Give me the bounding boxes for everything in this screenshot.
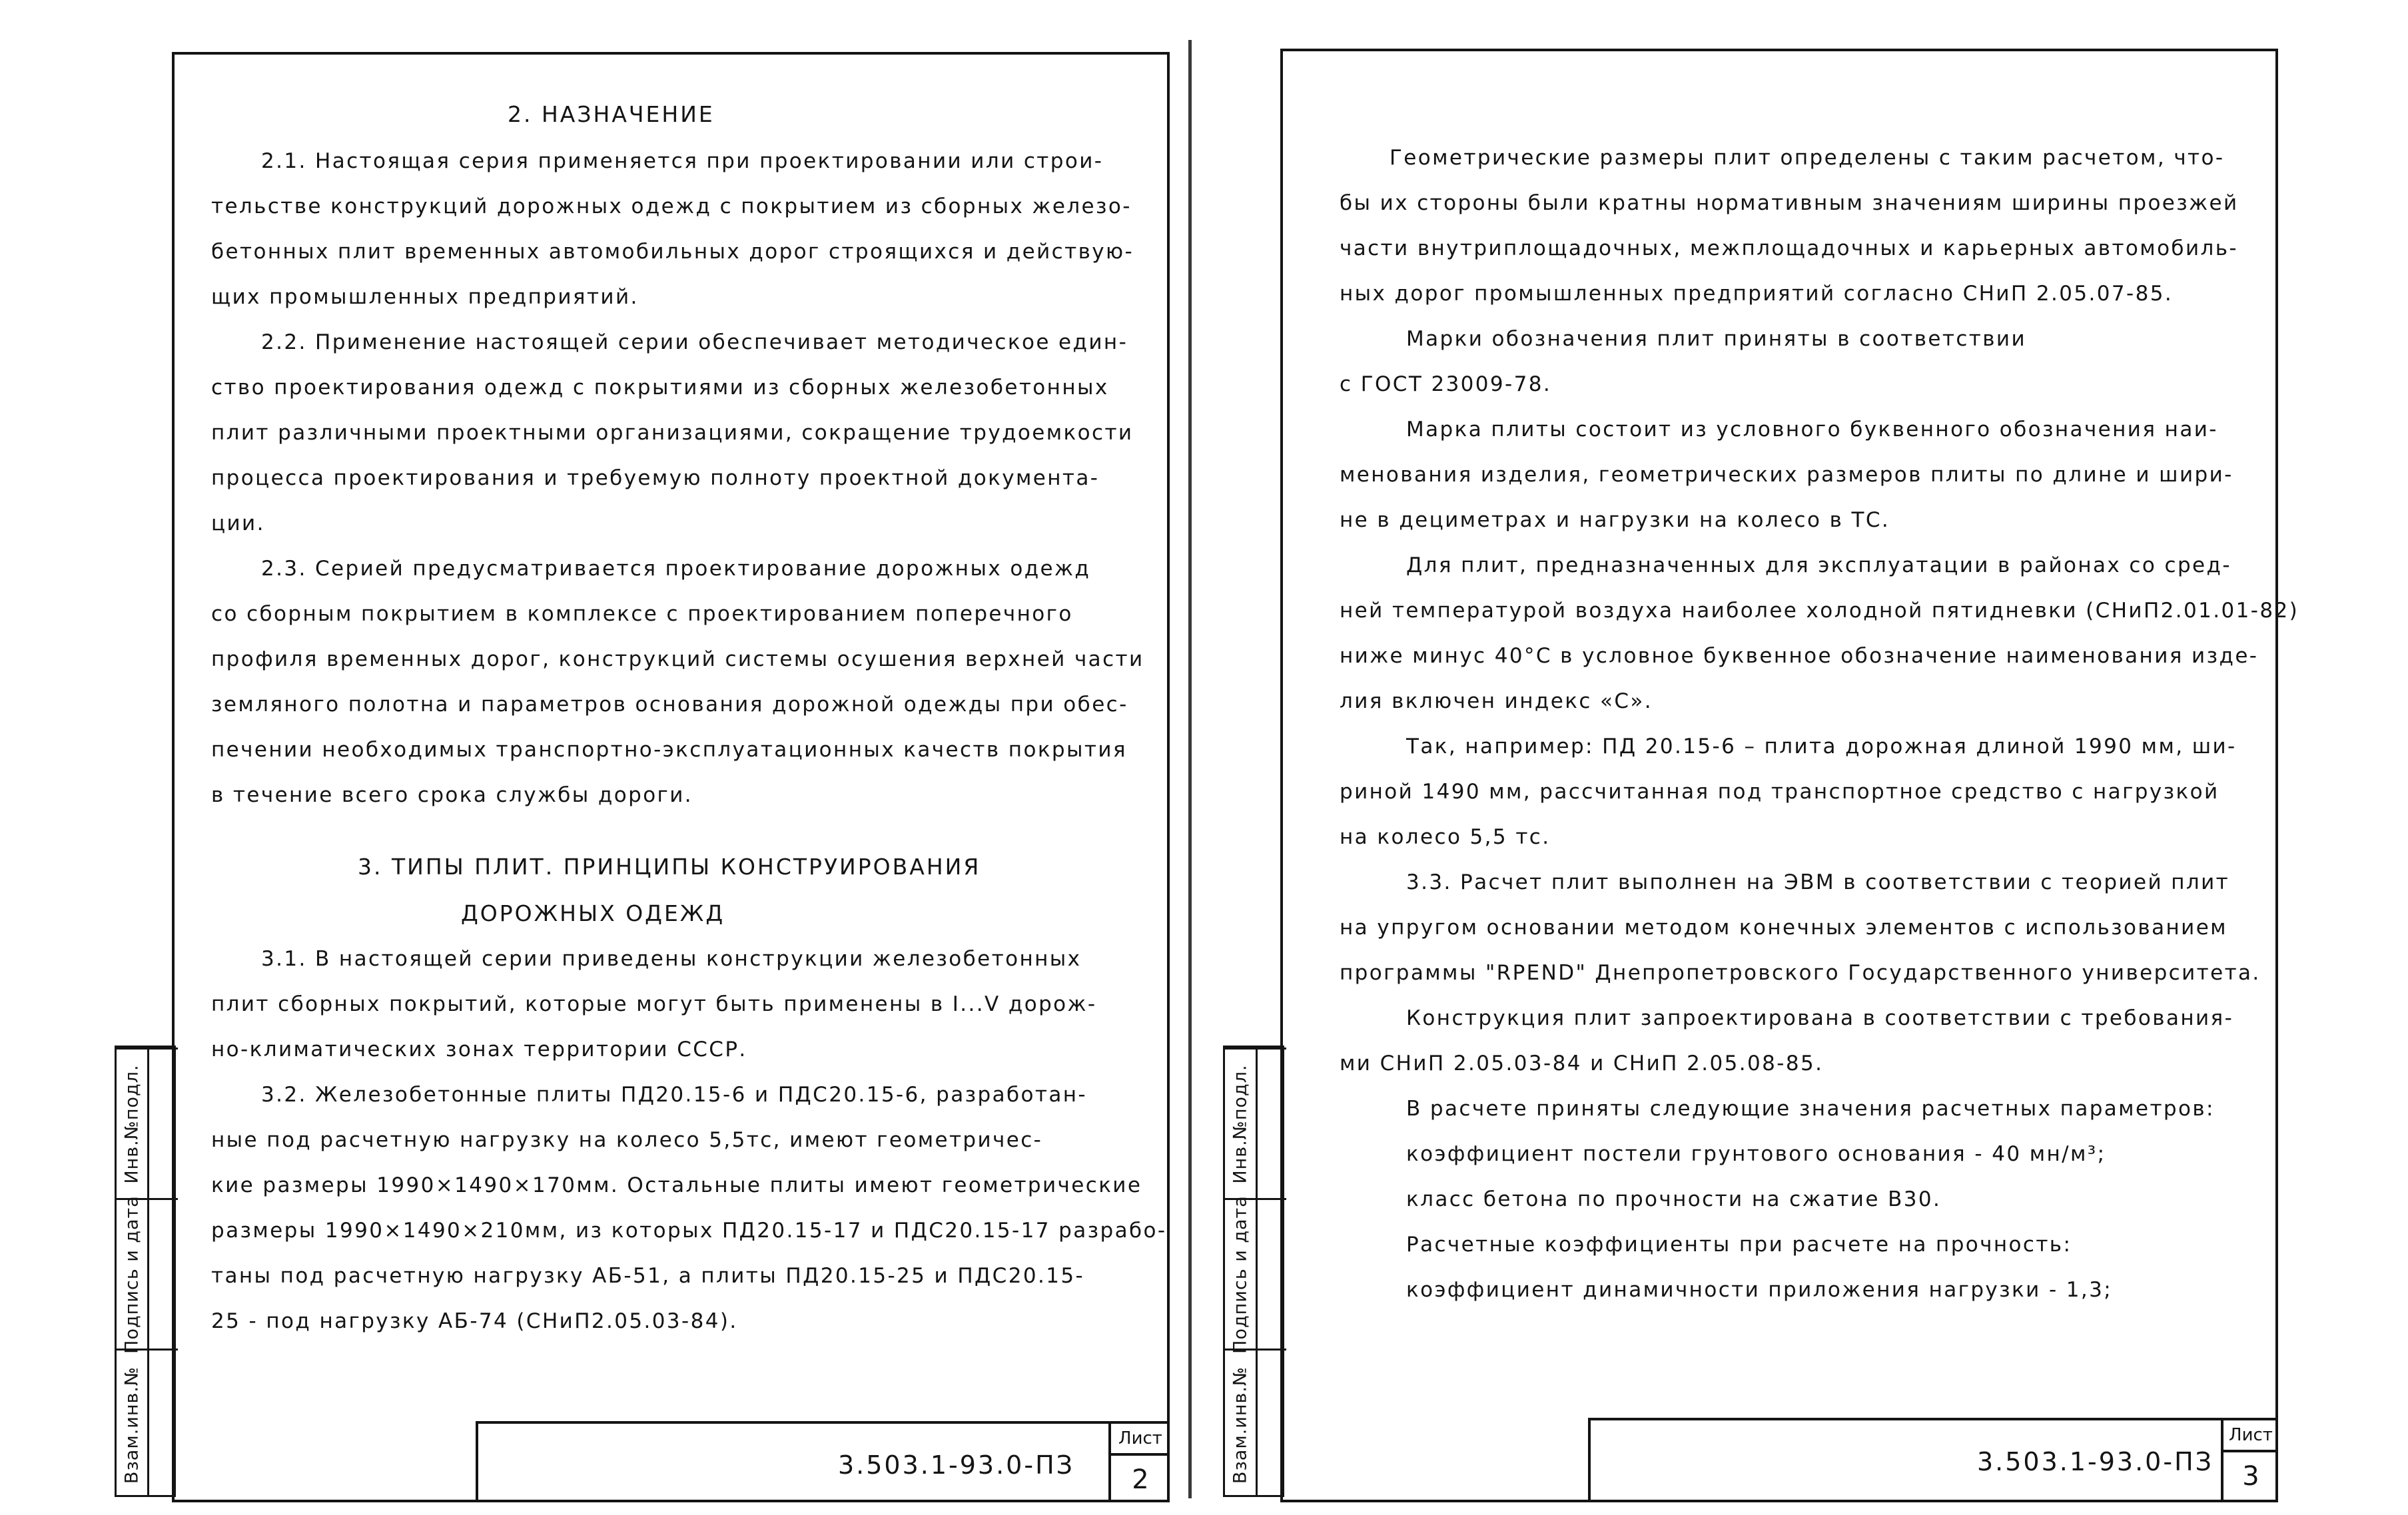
page-2-text [175,55,1167,1500]
section-heading: 2. НАЗНАЧЕНИЕ [508,101,715,127]
stamp-field-vzam-inv: Взам.инв.№ [121,1366,143,1484]
text-line: 3.3. Расчет плит выполнен на ЭВМ в соответствии с теорией плит [1406,870,2230,894]
text-line: программы "RPEND" Днепропетровского Государственного университета. [1340,961,2261,985]
section-heading: ДОРОЖНЫХ ОДЕЖД [461,900,725,926]
document-code: 3.503.1-93.0-ПЗ [1977,1447,2214,1476]
stamp-field-vzam-inv: Взам.инв.№ [1230,1366,1251,1484]
text-line: части внутриплощадочных, межплощадочных и карьерных автомобиль- [1340,236,2238,260]
text-line: печении необходимых транспортно-эксплуатационных качеств покрытия [211,738,1127,762]
text-line: 3.2. Железобетонные плиты ПД20.15-6 и ПДС20.15-6, разработан- [261,1083,1087,1107]
text-line: Марка плиты состоит из условного буквенного обозначения наи- [1406,418,2218,442]
text-line: риной 1490 мм, рассчитанная под транспортное средство с нагрузкой [1340,780,2219,804]
text-line: Расчетные коэффициенты при расчете на прочность: [1406,1233,2072,1257]
sheet-label: Лист [2223,1420,2278,1452]
text-line: ми СНиП 2.05.03-84 и СНиП 2.05.08-85. [1340,1052,1824,1075]
text-line: ных дорог промышленных предприятий согласно СНиП 2.05.07-85. [1340,282,2174,306]
text-line: таны под расчетную нагрузку АБ-51, а плиты ПД20.15-25 и ПДС20.15- [211,1264,1085,1288]
stamp-field-signature-date: Подпись и дата [121,1195,143,1354]
text-line: Конструкция плит запроектирована в соответствии с требования- [1406,1006,2234,1030]
text-line: плит различными проектными организациями, сокращение трудоемкости [211,421,1134,445]
text-line: бетонных плит временных автомобильных дорог строящихся и действую- [211,240,1134,264]
text-line: процесса проектирования и требуемую полноту проектной документа- [211,466,1100,490]
stamp-field-inv-podl: Инв.№подл. [1230,1063,1251,1184]
text-line: ней температурой воздуха наиболее холодной пятидневки (СНиП2.01.01-82) [1340,599,2299,623]
binding-rule [1188,40,1192,1498]
page-3-text [1283,51,2299,1500]
text-line: профиля временных дорог, конструкций системы осушения верхней части [211,647,1144,671]
text-line: щих промышленных предприятий. [211,285,639,309]
text-line: размеры 1990×1490×210мм, из которых ПД20.15-17 и ПДС20.15-17 разрабо- [211,1219,1167,1243]
margin-stamp-right [1223,1046,1284,1497]
text-line: ные под расчетную нагрузку на колесо 5,5тс, имеют геометричес- [211,1128,1043,1152]
sheet-label: Лист [1111,1424,1170,1456]
sheet-number-cell [2221,1420,2278,1500]
text-line: 25 - под нагрузку АБ-74 (СНиП2.05.03-84). [211,1309,738,1333]
margin-stamp-left [115,1046,176,1497]
stamp-field-signature-date: Подпись и дата [1230,1195,1251,1354]
sheet-number: 2 [1132,1464,1149,1495]
title-block [476,1421,1167,1500]
section-heading: 3. ТИПЫ ПЛИТ. ПРИНЦИПЫ КОНСТРУИРОВАНИЯ [358,854,981,880]
text-line: коэффициент динамичности приложения нагрузки - 1,3; [1406,1278,2113,1302]
sheet-number: 3 [2242,1461,2259,1492]
text-line: плит сборных покрытий, которые могут быть применены в I...V дорож- [211,992,1097,1016]
text-line: 2.2. Применение настоящей серии обеспечивает методическое един- [261,330,1128,354]
text-line: Геометрические размеры плит определены с таким расчетом, что- [1390,146,2225,170]
text-line: 2.3. Серией предусматривается проектирование дорожных одежд [261,557,1091,581]
stamp-field-inv-podl: Инв.№подл. [121,1063,143,1184]
text-line: ство проектирования одежд с покрытиями из сборных железобетонных [211,376,1109,400]
text-line: в течение всего срока службы дороги. [211,783,693,807]
sheet-number-cell [1108,1424,1170,1500]
text-line: но-климатических зонах территории СССР. [211,1038,747,1061]
sheet-page-2 [172,52,1170,1502]
text-line: ниже минус 40°С в условное буквенное обозначение наименования изде- [1340,644,2259,668]
text-line: на упругом основании методом конечных элементов с использованием [1340,916,2227,940]
text-line: Так, например: ПД 20.15-6 – плита дорожная длиной 1990 мм, ши- [1406,735,2237,758]
text-line: земляного полотна и параметров основания дорожной одежды при обес- [211,693,1128,717]
text-line: Марки обозначения плит приняты в соответствии [1406,327,2027,351]
text-line: Для плит, предназначенных для эксплуатации в районах со сред- [1406,553,2231,577]
text-line: ции. [211,511,265,535]
text-line: с ГОСТ 23009-78. [1340,372,1552,396]
text-line: класс бетона по прочности на сжатие В30. [1406,1187,1942,1211]
text-line: на колесо 5,5 тс. [1340,825,1551,849]
text-line: менования изделия, геометрических размеров плиты по длине и шири- [1340,463,2233,487]
text-line: лия включен индекс «С». [1340,689,1653,713]
text-line: В расчете приняты следующие значения расчетных параметров: [1406,1097,2215,1121]
text-line: тельстве конструкций дорожных одежд с покрытием из сборных железо- [211,194,1132,218]
text-line: бы их стороны были кратны нормативным значениям ширины проезжей [1340,191,2239,215]
text-line: со сборным покрытием в комплексе с проектированием поперечного [211,602,1073,626]
document-code: 3.503.1-93.0-ПЗ [838,1450,1075,1480]
text-line: кие размеры 1990×1490×170мм. Остальные плиты имеют геометрические [211,1173,1142,1197]
text-line: коэффициент постели грунтового основания - 40 мн/м³; [1406,1142,2106,1166]
text-line: 2.1. Настоящая серия применяется при проектировании или строи- [261,149,1104,173]
text-line: 3.1. В настоящей серии приведены конструкции железобетонных [261,947,1082,971]
sheet-page-3 [1280,49,2299,1502]
title-block [1588,1418,2275,1500]
text-line: не в дециметрах и нагрузки на колесо в ТС. [1340,508,1890,532]
